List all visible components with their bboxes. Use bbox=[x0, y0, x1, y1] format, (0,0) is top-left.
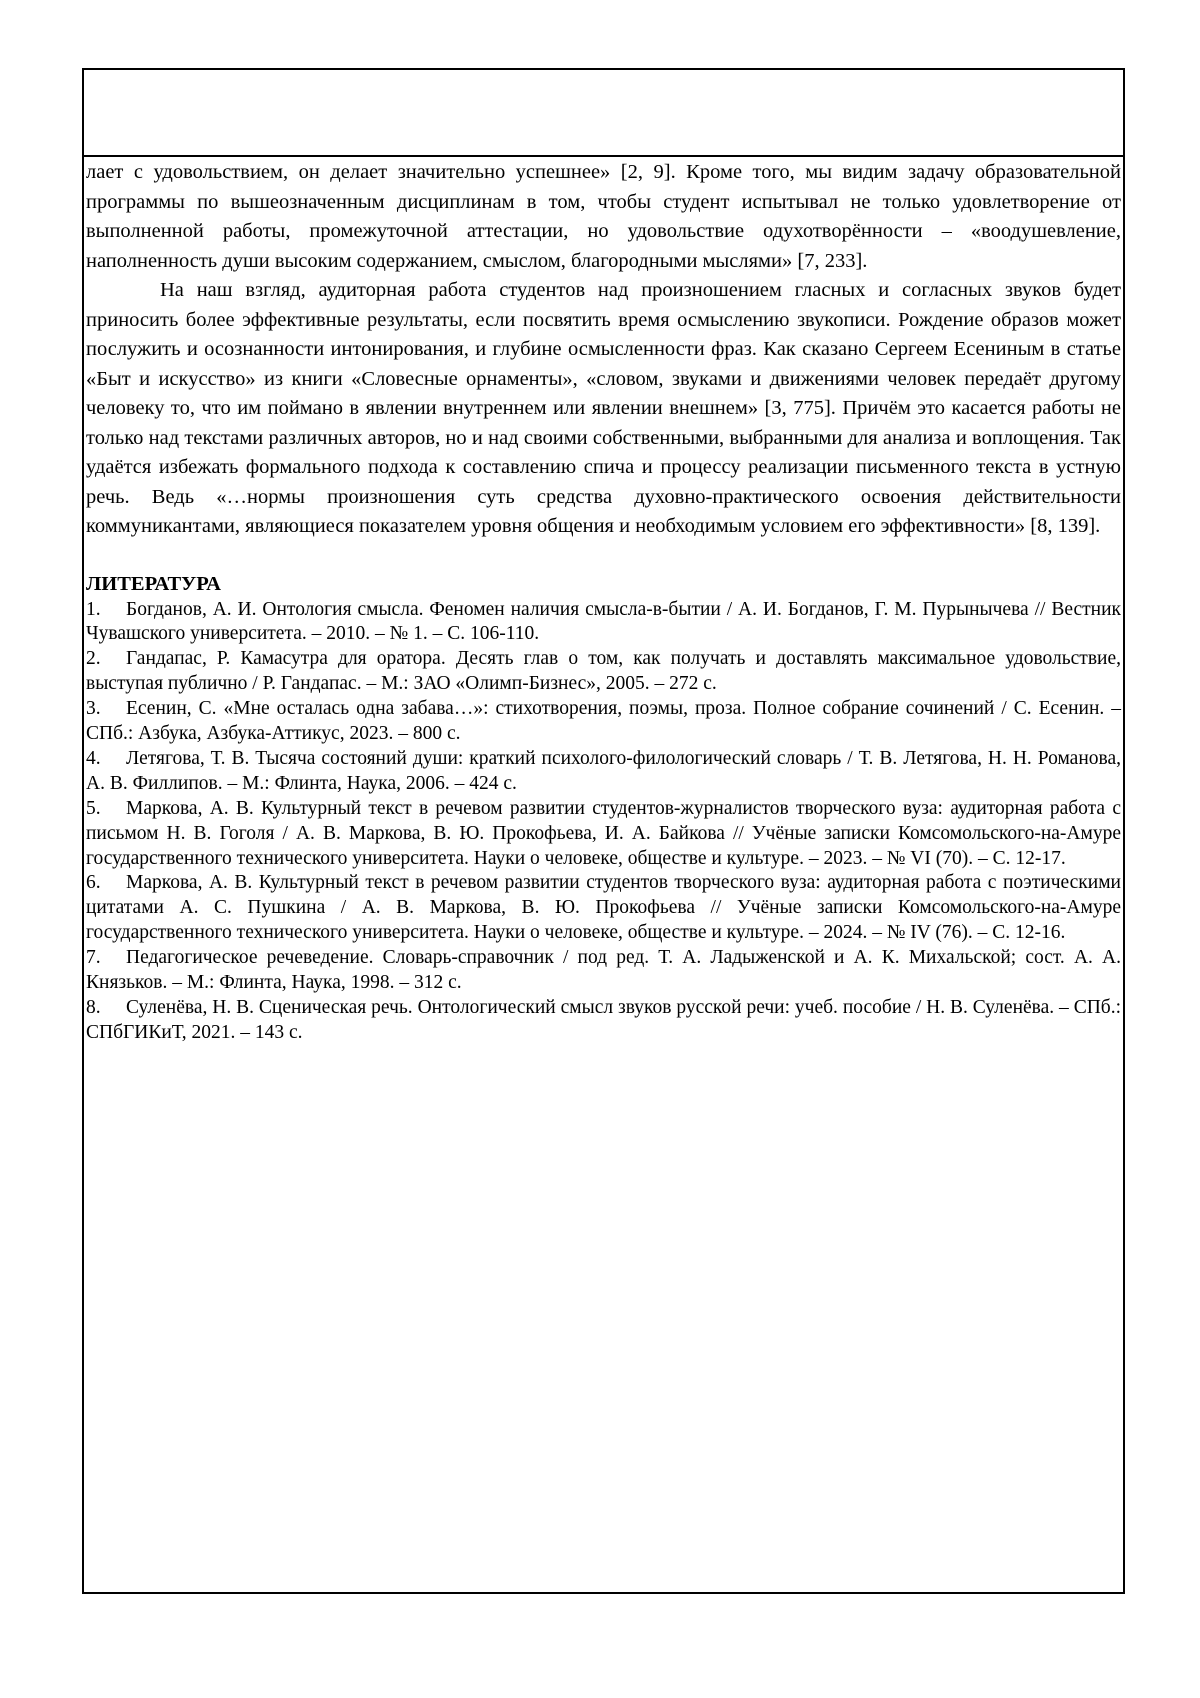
reference-number: 7. bbox=[86, 947, 101, 969]
body-paragraph: На наш взгляд, аудиторная работа студентов над произношением гласных и согласных звуков будет приносить более эффективные результаты, если посвятить время осмыслению звукописи. Рождение образов может послужить и осознанности интонирования, и глубине осмысленности фраз. Как сказано Сергеем Есениным в статье «Быт и искусство» из книги «Словесные орнаменты», «словом, звуками и движениями человек передаёт другому человеку то, что им поймано в явлении внутреннем или явлении внешнем» [3, 775]. Причём это касается работы не только над текстами различных авторов, но и над своими собственными, выбранными для анализа и воплощения. Так удаётся избежать формального подхода к составлению спича и процессу реализации письменного текста в устную речь. Ведь «…нормы произношения суть средства духовно-практического освоения действительности коммуникантами, являющиеся показателем уровня общения и необходимым условием его эффективности» [8, 139]. bbox=[86, 279, 1121, 537]
reference-item bbox=[86, 747, 1121, 797]
reference-item bbox=[86, 797, 1121, 872]
references-list bbox=[86, 598, 1121, 1046]
reference-text: Богданов, А. И. Онтология смысла. Феномен наличия смысла-в-бытии / А. И. Богданов, Г. М. Пурынычева // Вестник Чувашского университета. – 2010. – № 1. – С. 106-110. bbox=[86, 598, 1121, 645]
reference-item bbox=[86, 647, 1121, 697]
reference-text: Есенин, С. «Мне осталась одна забава…»: стихотворения, поэмы, проза. Полное собрание сочинений / С. Есенин. – СПб.: Азбука, Азбука-Аттикус, 2023. – 800 с. bbox=[86, 698, 1121, 745]
reference-number: 3. bbox=[86, 698, 101, 720]
running-header-box bbox=[84, 70, 1123, 157]
reference-number: 4. bbox=[86, 747, 101, 769]
reference-item bbox=[86, 996, 1121, 1046]
page-frame bbox=[82, 68, 1125, 1594]
reference-text: Гандапас, Р. Камасутра для оратора. Десять глав о том, как получать и доставлять максимальное удовольствие, выступая публично / Р. Гандапас. – М.: ЗАО «Олимп-Бизнес», 2005. – 272 с. bbox=[86, 648, 1121, 695]
article-content bbox=[86, 158, 1121, 1046]
reference-number: 6. bbox=[86, 872, 101, 894]
reference-text: Маркова, А. В. Культурный текст в речевом развитии студентов творческого вуза: аудиторная работа с поэтическими цитатами А. С. Пушкина / А. В. Маркова, В. Ю. Прокофьева // Учёные записки Комсомольского-на-Амуре государственного технического университета. Науки о человеке, обществе и культуре. – 2024. – № IV (76). – С. 12-16. bbox=[86, 872, 1121, 944]
reference-text: Суленёва, Н. В. Сценическая речь. Онтологический смысл звуков русской речи: учеб. пособие / Н. В. Суленёва. – СПб.: СПбГИКиТ, 2021. – 143 с. bbox=[86, 997, 1121, 1043]
reference-item bbox=[86, 598, 1121, 648]
reference-number: 2. bbox=[86, 648, 101, 670]
references-heading: ЛИТЕРАТУРА bbox=[86, 572, 221, 595]
reference-text: Летягова, Т. В. Тысяча состояний души: краткий психолого-филологический словарь / Т. В. Летягова, Н. Н. Романова, А. В. Филлипов. – М.: Флинта, Наука, 2006. – 424 с. bbox=[86, 747, 1121, 794]
reference-text: Педагогическое речеведение. Словарь-справочник / под ред. Т. А. Ладыженской и А. К. Михальской; сост. А. А. Князьков. – М.: Флинта, Наука, 1998. – 312 с. bbox=[86, 947, 1121, 994]
reference-number: 8. bbox=[86, 997, 101, 1018]
reference-number: 1. bbox=[86, 598, 101, 620]
reference-text: Маркова, А. В. Культурный текст в речевом развитии студентов-журналистов творческого вуза: аудиторная работа с письмом Н. В. Гоголя / А. В. Маркова, В. Ю. Прокофьева, И. А. Байкова // Учёные записки Комсомольского-на-Амуре государственного технического университета. Науки о человеке, обществе и культуре. – 2023. – № VI (70). – С. 12-17. bbox=[86, 797, 1121, 869]
body-paragraph: лает с удовольствием, он делает значительно успешнее» [2, 9]. Кроме того, мы видим задачу образовательной программы по вышеозначенным дисциплинам в том, чтобы студент испытывал не только удовлетворение от выполненной работы, промежуточной аттестации, но удовольствие одухотворённости – «воодушевление, наполненность души высоким содержанием, смыслом, благородными мыслями» [7, 233]. bbox=[86, 161, 1121, 272]
reference-item bbox=[86, 697, 1121, 747]
reference-number: 5. bbox=[86, 797, 101, 819]
reference-item bbox=[86, 871, 1121, 946]
reference-item bbox=[86, 946, 1121, 996]
